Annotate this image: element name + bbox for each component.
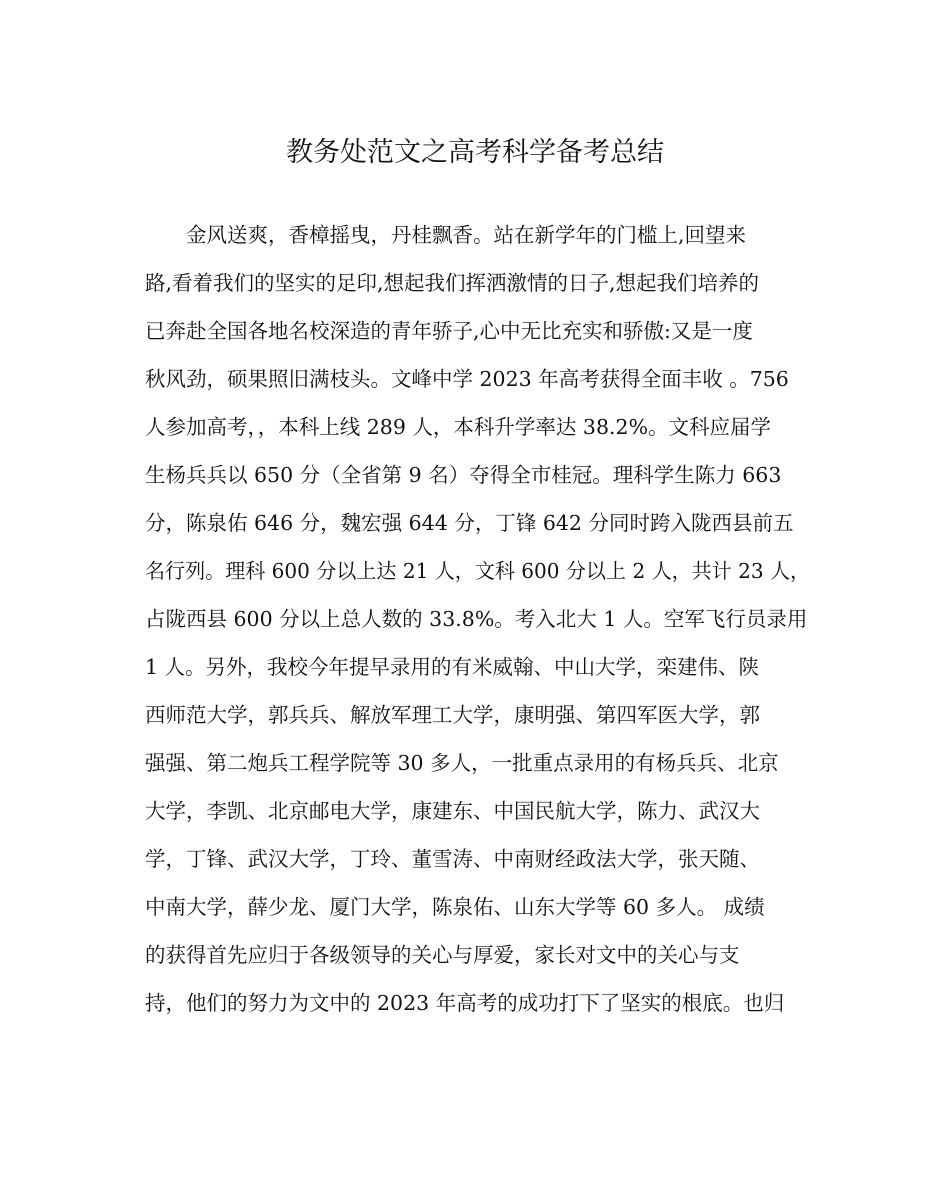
paragraph-line: 中南大学，薛少龙、厦门大学，陈泉佑、山东大学等 60 多人。 成绩	[145, 895, 765, 919]
paragraph-line: 分，陈泉佑 646 分，魏宏强 644 分，丁锋 642 分同时跨入陇西县前五	[145, 511, 794, 535]
paragraph-line: 1 人。另外，我校今年提早录用的有米威翰、中山大学，栾建伟、陕	[145, 655, 760, 679]
paragraph-line: 金风送爽，香樟摇曳，丹桂飘香。站在新学年的门槛上,回望来	[186, 223, 747, 247]
paragraph-line: 学，丁锋、武汉大学，丁玲、董雪涛、中南财经政法大学，张天随、	[145, 847, 760, 871]
paragraph-line: 的获得首先应归于各级领导的关心与厚爱，家长对文中的关心与支	[145, 943, 740, 967]
paragraph-line: 持，他们的努力为文中的 2023 年高考的成功打下了坚实的根底。也归	[145, 991, 785, 1015]
paragraph-line: 西师范大学，郭兵兵、解放军理工大学，康明强、第四军医大学，郭	[145, 703, 760, 727]
paragraph-line: 人参加高考，，本科上线 289 人，本科升学率达 38.2%。文科应届学	[145, 415, 772, 439]
paragraph-line: 生杨兵兵以 650 分（全省第 9 名）夺得全市桂冠。理科学生陈力 663	[145, 463, 782, 487]
paragraph-line: 大学，李凯、北京邮电大学，康建东、中国民航大学，陈力、武汉大	[145, 799, 760, 823]
paragraph-line: 名行列。理科 600 分以上达 21 人，文科 600 分以上 2 人，共计 23 人，	[145, 559, 811, 583]
paragraph-line: 路,看着我们的坚实的足印,想起我们挥洒激情的日子,想起我们培养的	[145, 271, 760, 295]
paragraph-line: 已奔赴全国各地名校深造的青年骄子,心中无比充实和骄傲:又是一度	[145, 319, 753, 343]
paragraph-line: 秋风劲，硕果照旧满枝头。文峰中学 2023 年高考获得全面丰收 。756	[145, 367, 789, 391]
paragraph-line: 强强、第二炮兵工程学院等 30 多人，一批重点录用的有杨兵兵、北京	[145, 751, 779, 775]
paragraph-line: 占陇西县 600 分以上总人数的 33.8%。考入北大 1 人。空军飞行员录用	[145, 607, 808, 631]
document-title: 教务处范文之高考科学备考总结	[286, 137, 664, 168]
